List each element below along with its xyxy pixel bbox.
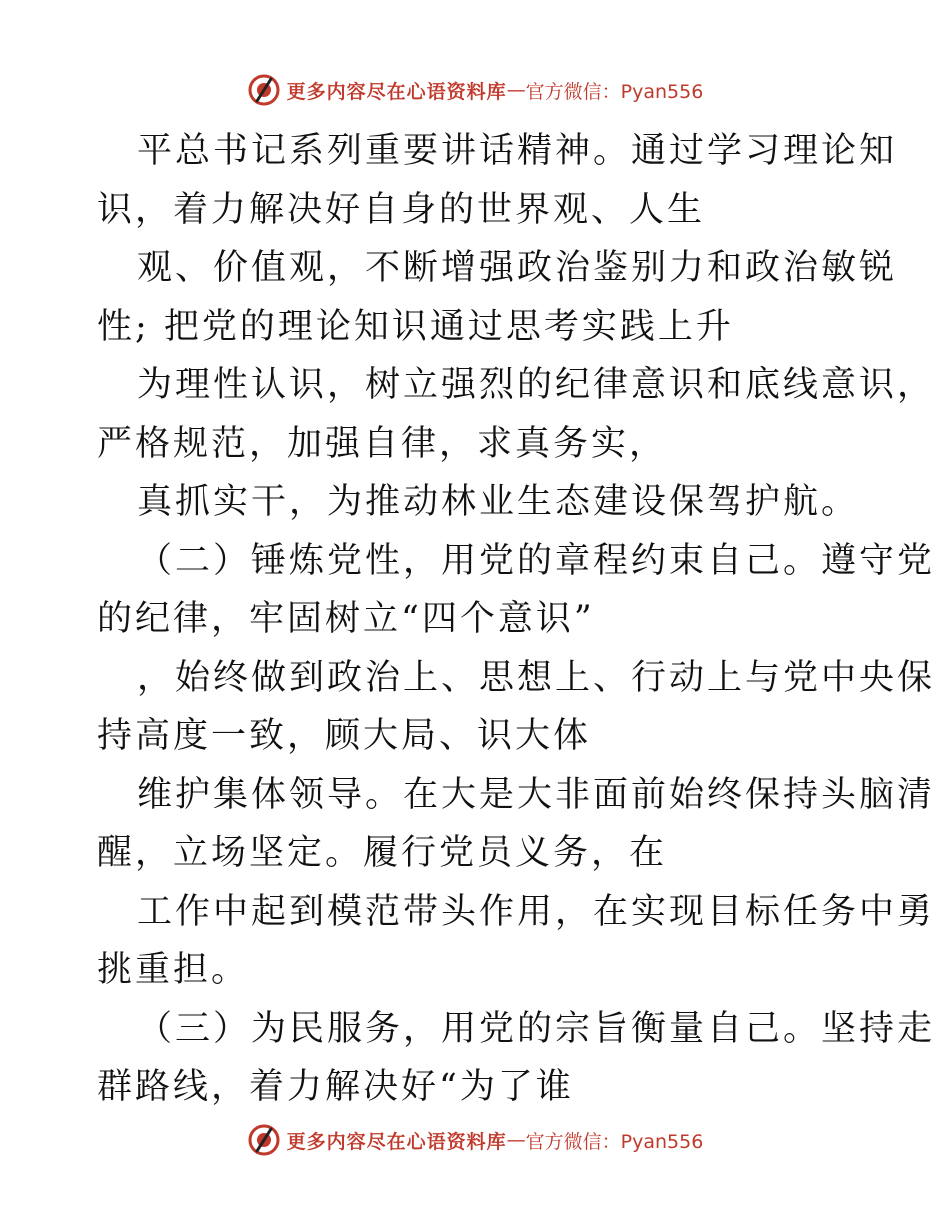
- text-line: （三）为民服务，用党的宗旨衡量自己。坚持走: [137, 1008, 936, 1049]
- footer-banner-text: 更多内容尽在心语资料库: [286, 1130, 507, 1153]
- text-line: 严格规范，加强自律，求真务实，: [97, 423, 668, 464]
- text-line: 挑重担。: [97, 950, 250, 990]
- text-line: ，始终做到政治上、思想上、行动上与党中央保: [137, 657, 936, 698]
- footer-banner-separator: —: [506, 1129, 526, 1151]
- footer-banner-contact: 官方微信：Pyan556: [525, 1130, 704, 1153]
- text-line: 性; 把党的理论知识通过思考实践上升: [97, 306, 734, 347]
- header-banner: [0, 70, 950, 110]
- text-line: 醒，立场坚定。履行党员义务，在: [97, 833, 668, 873]
- header-banner-text: 更多内容尽在心语资料库: [286, 80, 507, 103]
- document-body: [97, 122, 936, 1117]
- text-line: 的纪律，牢固树立“四个意识”: [97, 599, 595, 639]
- header-banner-separator: —: [506, 79, 526, 101]
- text-line: 工作中起到模范带头作用，在实现目标任务中勇: [137, 891, 936, 932]
- text-line: 为理性认识，树立强烈的纪律意识和底线意识，: [137, 365, 936, 405]
- text-line: 群路线，着力解决好“为了谁: [97, 1067, 574, 1107]
- logo-icon: [247, 1123, 281, 1157]
- footer-banner: [0, 1120, 950, 1160]
- text-line: 平总书记系列重要讲话精神。通过学习理论知: [137, 131, 898, 171]
- text-line: 观、价值观，不断增强政治鉴别力和政治敏锐: [137, 248, 898, 288]
- text-line: 持高度一致，顾大局、识大体: [97, 716, 592, 756]
- logo-icon: [247, 73, 281, 107]
- text-line: 真抓实干，为推动林业生态建设保驾护航。: [137, 482, 860, 522]
- header-banner-contact: 官方微信：Pyan556: [525, 80, 704, 103]
- text-line: 识，着力解决好自身的世界观、人生: [97, 189, 706, 230]
- text-line: （二）锤炼党性，用党的章程约束自己。遵守党: [137, 540, 936, 581]
- text-line: 维护集体领导。在大是大非面前始终保持头脑清: [137, 774, 936, 815]
